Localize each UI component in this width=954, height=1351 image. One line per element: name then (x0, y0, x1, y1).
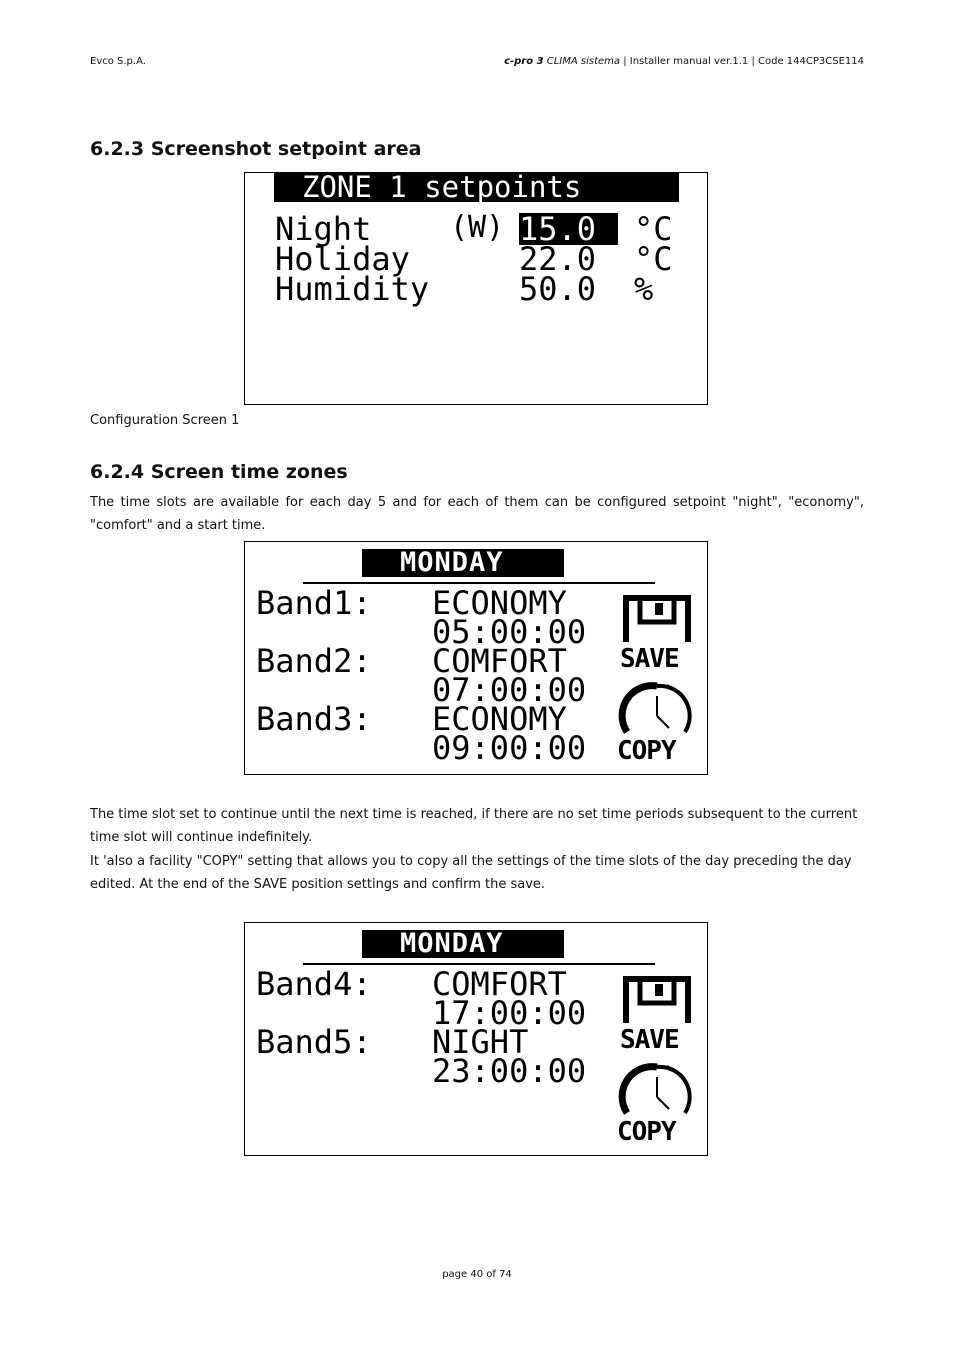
band-mode[interactable]: NIGHT (432, 1023, 529, 1061)
band-label: Band5: (256, 1023, 372, 1061)
header-product: c-pro 3 (504, 56, 544, 67)
header-product-line: CLIMA sistema (546, 56, 621, 67)
setpoint-value-selected[interactable]: 15.0 (519, 213, 618, 245)
section-title-time-zones: 6.2.4 Screen time zones (90, 461, 348, 483)
copy-label[interactable]: COPY (617, 736, 676, 766)
band-mode[interactable]: ECONOMY (432, 584, 567, 622)
lcd-title: ZONE 1 setpoints (274, 173, 679, 202)
paragraph-copy-feature: It 'also a facility "COPY" setting that allows you to copy all the settings of the time slots of the day preceding the day edited. At the end of the SAVE position settings and confirm the save. (90, 854, 852, 892)
band-time[interactable]: 07:00:00 (432, 671, 587, 709)
setpoint-label: Night (275, 210, 372, 248)
band-time[interactable]: 17:00:00 (432, 994, 587, 1032)
header-document-info (504, 56, 864, 67)
setpoint-unit: °C (634, 210, 673, 248)
day-title: MONDAY (362, 549, 564, 577)
floppy-disk-icon[interactable] (622, 594, 692, 644)
band-time[interactable]: 05:00:00 (432, 613, 587, 651)
band-label: Band3: (256, 700, 372, 738)
page-number: page 40 of 74 (442, 1269, 512, 1280)
paragraph-time-slots: The time slots are available for each day 5 and for each of them can be configured setpoint "night", "economy", "comfort" and a start time. (90, 495, 864, 533)
setpoint-tag: (W) (450, 210, 505, 245)
clock-icon[interactable] (617, 682, 697, 744)
paragraph-continuation: The time slot set to continue until the next time is reached, if there are no set time periods subsequent to the current time slot will continue indefinitely. (90, 807, 858, 845)
section-title-setpoint-area: 6.2.3 Screenshot setpoint area (90, 138, 422, 160)
band-mode[interactable]: COMFORT (432, 642, 567, 680)
lcd-screen-bands-1-3 (244, 541, 708, 775)
setpoint-value[interactable]: 22.0 (519, 240, 597, 278)
save-label[interactable]: SAVE (620, 1025, 679, 1055)
lcd-screen-setpoints (244, 172, 708, 405)
setpoint-label: Humidity (275, 270, 430, 308)
setpoint-unit: °C (634, 240, 673, 278)
band-label: Band2: (256, 642, 372, 680)
setpoint-value[interactable]: 50.0 (519, 270, 597, 308)
save-label[interactable]: SAVE (620, 644, 679, 674)
lcd-screen-bands-4-5 (244, 922, 708, 1156)
clock-icon[interactable] (617, 1063, 697, 1125)
band-time[interactable]: 23:00:00 (432, 1052, 587, 1090)
band-time[interactable]: 09:00:00 (432, 729, 587, 767)
header-manual-info: | Installer manual ver.1.1 | Code 144CP3CSE114 (623, 56, 864, 67)
setpoint-label: Holiday (275, 240, 410, 278)
setpoint-unit: % (634, 270, 654, 308)
header-company: Evco S.p.A. (90, 56, 146, 67)
band-label: Band4: (256, 965, 372, 1003)
band-mode[interactable]: COMFORT (432, 965, 567, 1003)
copy-label[interactable]: COPY (617, 1117, 676, 1147)
day-title: MONDAY (362, 930, 564, 958)
floppy-disk-icon[interactable] (622, 975, 692, 1025)
figure-caption: Configuration Screen 1 (90, 413, 240, 428)
band-label: Band1: (256, 584, 372, 622)
band-mode[interactable]: ECONOMY (432, 700, 567, 738)
